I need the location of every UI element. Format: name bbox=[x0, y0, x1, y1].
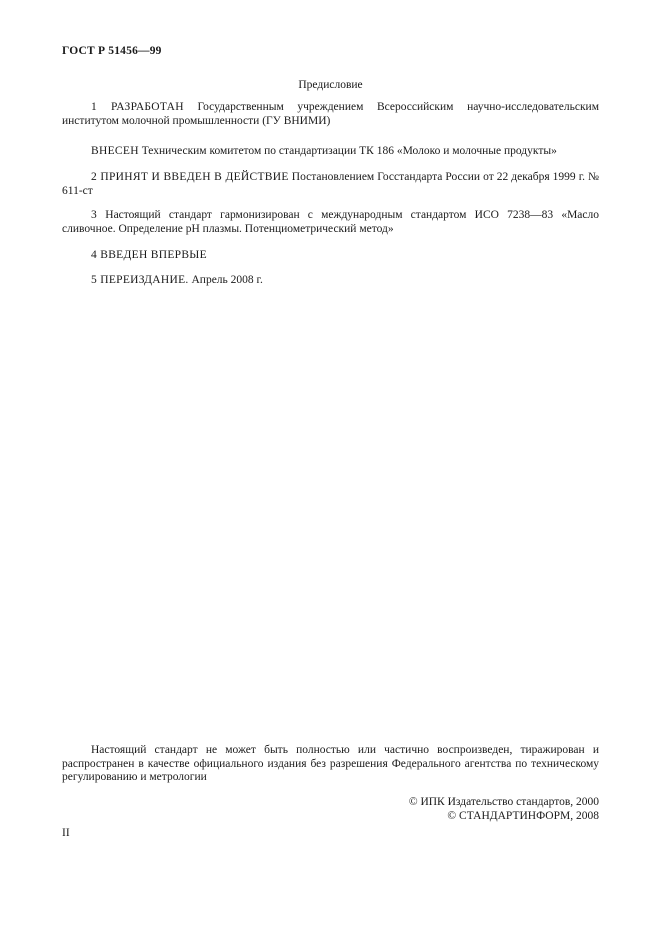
page-number: II bbox=[62, 827, 70, 839]
foreword-item-lead: 5 ПЕРЕИЗДАНИЕ. bbox=[91, 274, 189, 286]
foreword-item-developed bbox=[62, 100, 599, 128]
foreword-item-text: Постановлением Госстандарта России от 22 декабря 1999 г. № 611-ст bbox=[62, 171, 600, 197]
foreword-item-reissue bbox=[62, 273, 599, 287]
foreword-item-text: Апрель 2008 г. bbox=[191, 274, 263, 286]
foreword-item-text: Государственным учреждением Всероссийским научно-исследовательским институтом молочной промышленности (ГУ ВНИМИ) bbox=[62, 101, 599, 127]
foreword-item-lead: ВНЕСЕН bbox=[91, 145, 139, 157]
foreword-title: Предисловие bbox=[298, 79, 363, 91]
foreword-item-adopted bbox=[62, 170, 599, 198]
foreword-item-introduced bbox=[62, 144, 599, 158]
standard-code: ГОСТ Р 51456—99 bbox=[62, 45, 162, 57]
copyright-line: © ИПК Издательство стандартов, 2000 bbox=[408, 796, 599, 808]
foreword-item-text: Техническим комитетом по стандартизации ТК 186 «Молоко и молочные продукты» bbox=[141, 145, 557, 157]
foreword-item-text: Настоящий стандарт гармонизирован с международным стандартом ИСО 7238—83 «Масло сливочное. Определение pH плазмы. Потенциометрический метод» bbox=[62, 209, 599, 235]
copyright-block bbox=[409, 796, 599, 823]
foreword-item-harmonized bbox=[62, 208, 599, 236]
foreword-item-lead: 4 ВВЕДЕН ВПЕРВЫЕ bbox=[91, 249, 207, 261]
copyright-line: © СТАНДАРТИНФОРМ, 2008 bbox=[447, 809, 599, 822]
foreword-item-first-introduced bbox=[62, 248, 599, 262]
foreword-item-lead: 3 bbox=[91, 209, 98, 221]
foreword-item-lead: 1 РАЗРАБОТАН bbox=[91, 101, 184, 113]
reproduction-notice: Настоящий стандарт не может быть полностью или частично воспроизведен, тиражирован и распространен в качестве официального издания без разрешения Федерального агентства по техническому регулированию и метрологии bbox=[62, 744, 599, 783]
foreword-item-lead: 2 ПРИНЯТ И ВВЕДЕН В ДЕЙСТВИЕ bbox=[91, 171, 289, 183]
